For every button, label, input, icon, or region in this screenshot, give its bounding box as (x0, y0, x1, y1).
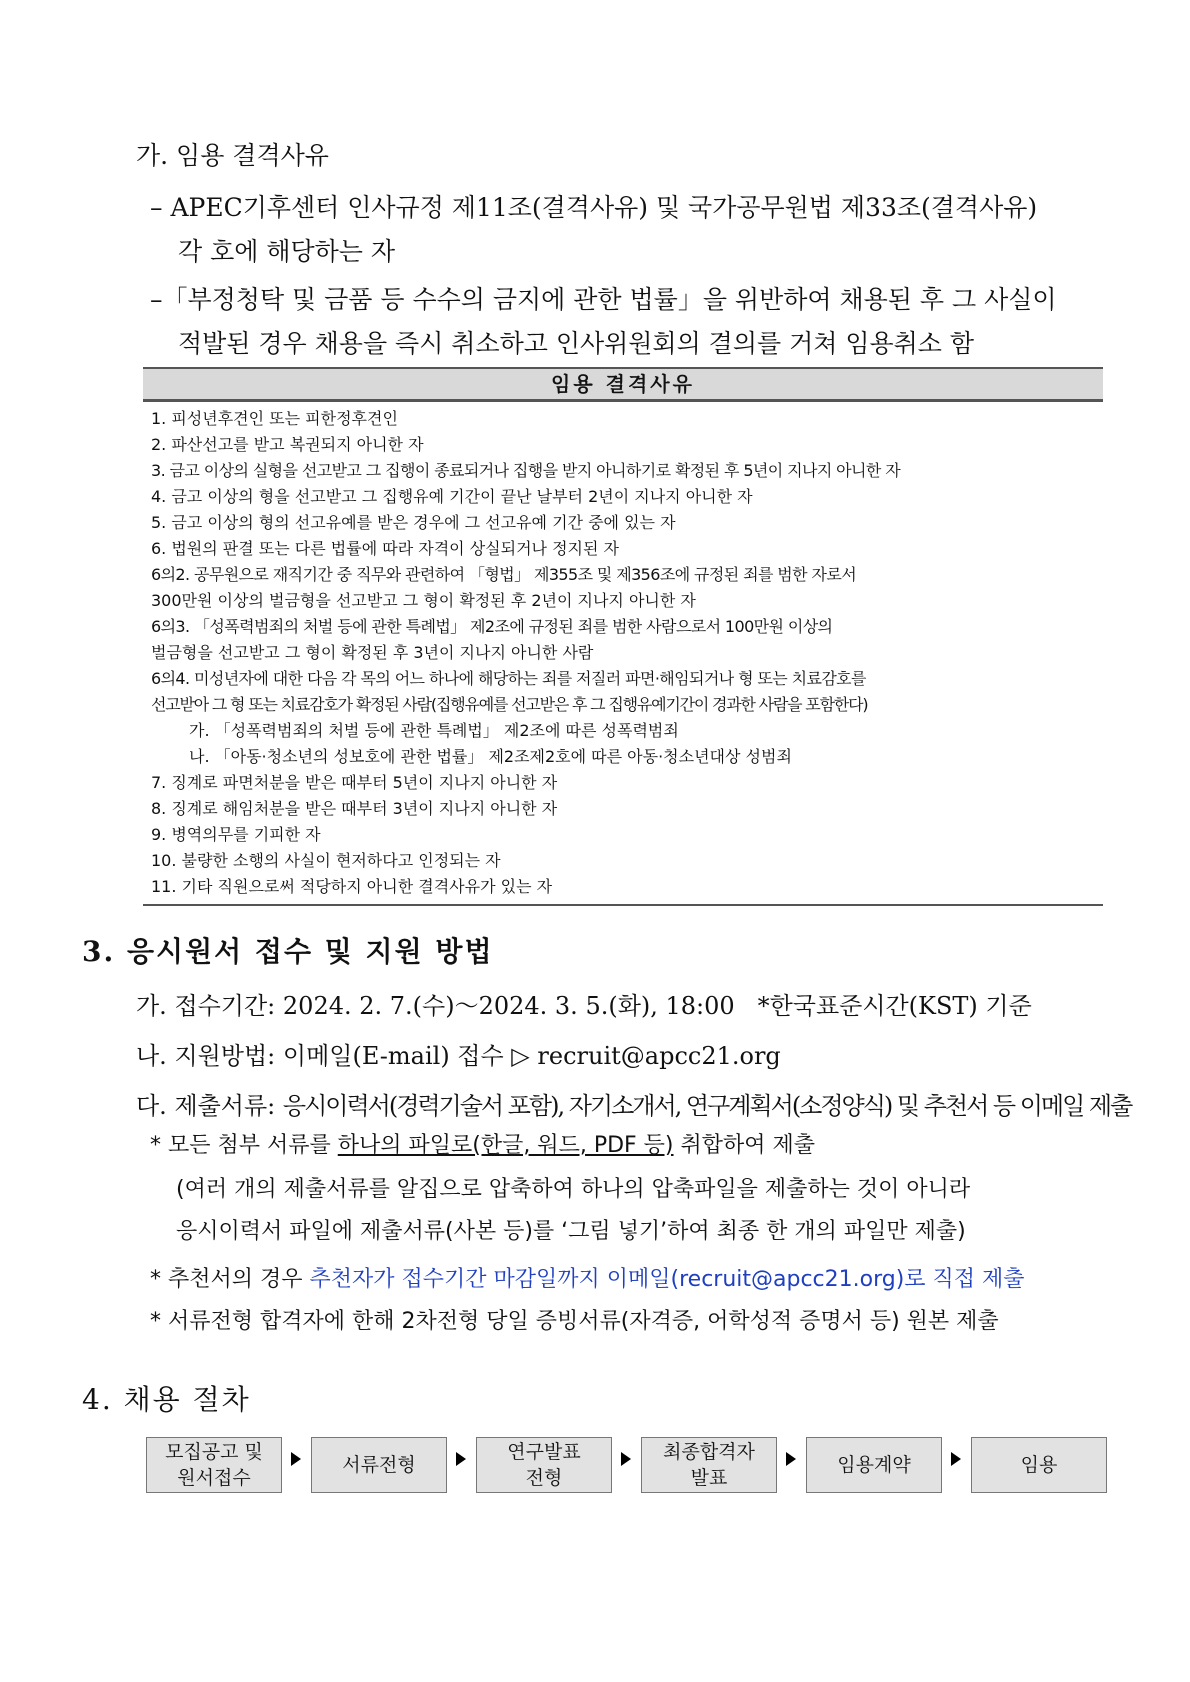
application-period-label: 가. 접수기간: (136, 992, 276, 1020)
required-documents (136, 1086, 1131, 1121)
list-item: 선고받아 그 형 또는 치료감호가 확정된 사람(집행유예를 선고받은 후 그 집행유예기간이 경과한 사람을 포함한다) (151, 695, 868, 714)
note-recommendation (150, 1262, 1025, 1293)
list-item: 2. 파산선고를 받고 복권되지 아니한 자 (151, 435, 424, 454)
list-item: 6의2. 공무원으로 재직기간 중 직무와 관련하여 「형법」 제355조 및 제356조에 규정된 죄를 범한 자로서 (151, 565, 857, 584)
list-item: 3. 금고 이상의 실형을 선고받고 그 집행이 종료되거나 집행을 받지 아니하기로 확정된 후 5년이 지나지 아니한 자 (151, 461, 901, 480)
arrow-right-icon (621, 1452, 631, 1466)
required-documents-value: 응시이력서(경력기술서 포함), 자기소개서, 연구계획서(소정양식) 및 추천서 등 이메일 제출 (282, 1092, 1132, 1120)
application-method-value: 이메일(E-mail) 접수 ▷ (282, 1042, 530, 1070)
process-step-research-presentation: 연구발표 전형 (476, 1437, 612, 1493)
ga-bullet-2: –「부정청탁 및 금품 등 수수의 금지에 관한 법률」을 위반하여 채용된 후 그 사실이 (150, 285, 1057, 314)
note-single-file (150, 1128, 815, 1159)
section-4-title: 4. 채용 절차 (82, 1383, 251, 1416)
application-method (136, 1036, 781, 1071)
note-original-documents: * 서류전형 합격자에 한해 2차전형 당일 증빙서류(자격증, 어학성적 증명서 등) 원본 제출 (150, 1309, 999, 1334)
arrow-right-icon (786, 1452, 796, 1466)
list-item: 5. 금고 이상의 형의 선고유예를 받은 경우에 그 선고유예 기간 중에 있는 자 (151, 513, 676, 532)
list-item: 11. 기타 직원으로써 적당하지 아니한 결격사유가 있는 자 (151, 877, 553, 896)
application-method-label: 나. 지원방법: (136, 1042, 276, 1070)
list-item: 벌금형을 선고받고 그 형이 확정된 후 3년이 지나지 아니한 사람 (151, 643, 594, 662)
arrow-right-icon (951, 1452, 961, 1466)
application-period (136, 986, 1032, 1021)
list-item: 나. 「아동·청소년의 성보호에 관한 법률」 제2조제2호에 따른 아동·청소년대상 성범죄 (189, 747, 792, 766)
ga-bullet-2-cont: 적발된 경우 채용을 즉시 취소하고 인사위원회의 결의를 거쳐 임용취소 함 (178, 329, 975, 358)
list-item: 6의4. 미성년자에 대한 다음 각 목의 어느 하나에 해당하는 죄를 저질러 파면·해임되거나 형 또는 치료감호를 (151, 669, 866, 688)
section-ga-heading: 가. 임용 결격사유 (136, 141, 329, 170)
ga-bullet-1-cont: 각 호에 해당하는 자 (178, 237, 396, 266)
list-item: 9. 병역의무를 기피한 자 (151, 825, 321, 844)
process-step-contract: 임용계약 (806, 1437, 942, 1493)
note-2-prefix: * 추천서의 경우 (150, 1267, 303, 1292)
note-1-underlined: 하나의 파일로(한글, 워드, PDF 등) (337, 1133, 674, 1158)
note-1-line-3: 응시이력서 파일에 제출서류(사본 등)를 ‘그림 넣기’하여 최종 한 개의 파일만 제출) (176, 1219, 966, 1244)
required-documents-label: 다. 제출서류: (136, 1092, 276, 1120)
process-step-appointment: 임용 (971, 1437, 1107, 1493)
note-1-suffix: 취합하여 제출 (680, 1133, 816, 1158)
ga-bullet-1: – APEC기후센터 인사규정 제11조(결격사유) 및 국가공무원법 제33조(결격사유) (150, 193, 1038, 222)
list-item: 10. 불량한 소행의 사실이 현저하다고 인정되는 자 (151, 851, 501, 870)
note-1-prefix: * 모든 첨부 서류를 (150, 1133, 331, 1158)
list-item: 8. 징계로 해임처분을 받은 때부터 3년이 지나지 아니한 자 (151, 799, 558, 818)
recruit-email-link[interactable]: recruit@apcc21.org (537, 1042, 781, 1070)
list-item: 1. 피성년후견인 또는 피한정후견인 (151, 409, 398, 428)
process-step-final-announcement: 최종합격자 발표 (641, 1437, 777, 1493)
note-1-line-2: (여러 개의 제출서류를 알집으로 압축하여 하나의 압축파일을 제출하는 것이 아니라 (176, 1177, 971, 1202)
list-item: 300만원 이상의 벌금형을 선고받고 그 형이 확정된 후 2년이 지나지 아니한 자 (151, 591, 696, 610)
process-step-document-screening: 서류전형 (311, 1437, 447, 1493)
application-period-value: 2024. 2. 7.(수)～2024. 3. 5.(화), 18:00 (282, 992, 735, 1020)
arrow-right-icon (291, 1452, 301, 1466)
list-item: 4. 금고 이상의 형을 선고받고 그 집행유예 기간이 끝난 날부터 2년이 지나지 아니한 자 (151, 487, 753, 506)
disqualification-table (143, 367, 1103, 906)
application-period-note: *한국표준시간(KST) 기준 (757, 992, 1032, 1020)
arrow-right-icon (456, 1452, 466, 1466)
list-item: 6. 법원의 판결 또는 다른 법률에 따라 자격이 상실되거나 정지된 자 (151, 539, 619, 558)
list-item: 가. 「성폭력범죄의 처벌 등에 관한 특례법」 제2조에 따른 성폭력범죄 (189, 721, 679, 740)
disqualification-table-header: 임용 결격사유 (143, 367, 1103, 402)
list-item: 6의3. 「성폭력범죄의 처벌 등에 관한 특례법」 제2조에 규정된 죄를 범한 사람으로서 100만원 이상의 (151, 617, 833, 636)
section-3-title: 3. 응시원서 접수 및 지원 방법 (82, 935, 494, 968)
process-step-announcement: 모집공고 및 원서접수 (146, 1437, 282, 1493)
list-item: 7. 징계로 파면처분을 받은 때부터 5년이 지나지 아니한 자 (151, 773, 558, 792)
disqualification-list (143, 402, 1103, 906)
note-2-highlight: 추천자가 접수기간 마감일까지 이메일(recruit@apcc21.org)로 직접 제출 (309, 1267, 1025, 1292)
